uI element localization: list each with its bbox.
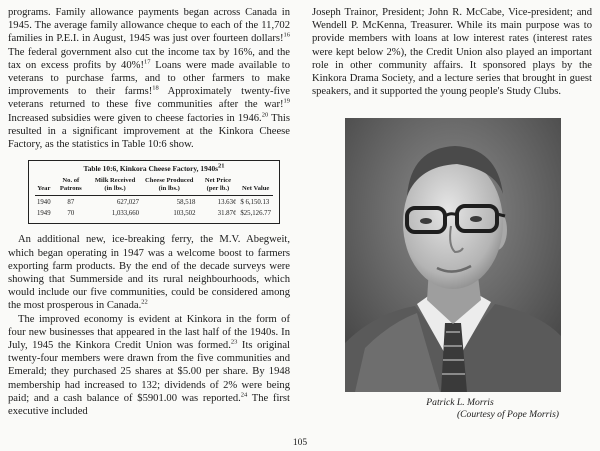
page-number: 105 <box>292 438 308 448</box>
footnote-ref: 19 <box>283 97 290 105</box>
footnote-ref: 20 <box>261 111 269 119</box>
table-header-row <box>35 177 273 196</box>
photo-caption <box>345 397 561 420</box>
col-header: Net Value <box>238 177 273 196</box>
left-column <box>8 6 290 418</box>
table-cell: $ 6,150.13 <box>240 199 270 207</box>
footnote-ref: 16 <box>283 31 290 39</box>
col-header: Year <box>35 177 53 196</box>
col-header: Milk Received (in lbs.) <box>89 177 141 196</box>
table-cell: 1949 <box>37 210 51 218</box>
caption-credit: (Courtesy of Pope Morris) <box>456 408 559 420</box>
footnote-ref: 21 <box>218 162 225 170</box>
table-cell: $25,126.77 <box>240 210 271 218</box>
table-cell: 70 <box>67 210 75 218</box>
data-table <box>35 177 273 218</box>
cheese-factory-table <box>28 160 280 224</box>
table-cell: 31.87¢ <box>217 210 237 218</box>
portrait-image <box>345 118 561 392</box>
footnote-ref: 23 <box>230 338 238 346</box>
footnote-ref: 22 <box>141 298 148 306</box>
table-cell: 87 <box>67 199 75 207</box>
paragraph-3: The improved economy is evident at Kinkora in the form of four new businesses that appeared in the last half of the 1940s. In July, 1945 the Kinkora Credit Union was formed.$^{23}$ Its original twenty-four members were drawn from the five communities and Emerald; they purchased 25 shares at $5.00 per share. By 1948 membership had increased to 132; dividends of 2% were being paid; and a cash balance of $5901.00 was reported.$^{24}$ The first executive included <box>8 313 291 418</box>
caption-name: Patrick L. Morris <box>426 397 494 408</box>
paragraph-2: An additional new, ice-breaking ferry, the M.V. Abegweit, which began operating in 1947 was a welcome boost to farmers exporting farm products. By the end of the decade surveys were showing that Summerside and its rural neighbourhoods, which would include our five communities, could be considered among the most prosperous in Canada.$^{22}$ <box>8 234 290 312</box>
table-row <box>35 196 273 208</box>
footnote-ref: 18 <box>152 84 159 92</box>
table-title: Table 10:6, Kinkora Cheese Factory, $1940s^{21}$ <box>83 162 225 174</box>
table-cell: 627,027 <box>116 199 140 207</box>
footnote-ref: 24 <box>240 391 248 399</box>
table-row <box>35 207 273 218</box>
col-header: Cheese Produced (in lbs.) <box>141 177 197 196</box>
paragraph-continued: Joseph Trainor, President; John R. McCabe, Vice-president; and Wendell P. McKenna, Treasurer. While its main purpose was to provide members with loans at low interest rates (interest rates were kept below 2%), the Credit Union also played an important role in other community affairs. It sponsored plays by the Kinkora Drama Society, and a lecture series that brought in guest speakers, and it supported the young people's Study Clubs. <box>312 7 592 98</box>
table-cell: 103,502 <box>173 210 196 218</box>
col-header: No. of Patrons <box>53 177 89 196</box>
portrait-photo <box>345 118 561 392</box>
table-cell: 1940 <box>37 199 51 207</box>
paragraph-1: programs. Family allowance payments began across Canada in 1945. The average family allowance cheque to each of the 11,702 families in P.E.I. in August, 1945 was just over fourteen dollars!$^{16}$ The federal government also cut the income tax by 16%, and the tax on excess profits by 40%!$^{17}$ Loans were made available to veterans to purchase farms, and to other farmers to make improvements to their farms!$^{18}$ Approximately twenty-five veterans returned to these five communities after the war!$^{19}$ Increased subsidies were given to cheese factories in 1946.20 This resulted in a significant improvement at the Kinkora Cheese Factory, as the statistics in Table 10:6 show. <box>8 7 290 151</box>
footnote-ref: 17 <box>144 58 151 66</box>
col-header: Net Price (per lb.) <box>197 177 238 196</box>
right-column <box>312 6 592 98</box>
table-cell: 58,518 <box>176 199 196 207</box>
table-cell: 13.63¢ <box>217 199 237 207</box>
table-cell: 1,033,660 <box>111 210 140 218</box>
